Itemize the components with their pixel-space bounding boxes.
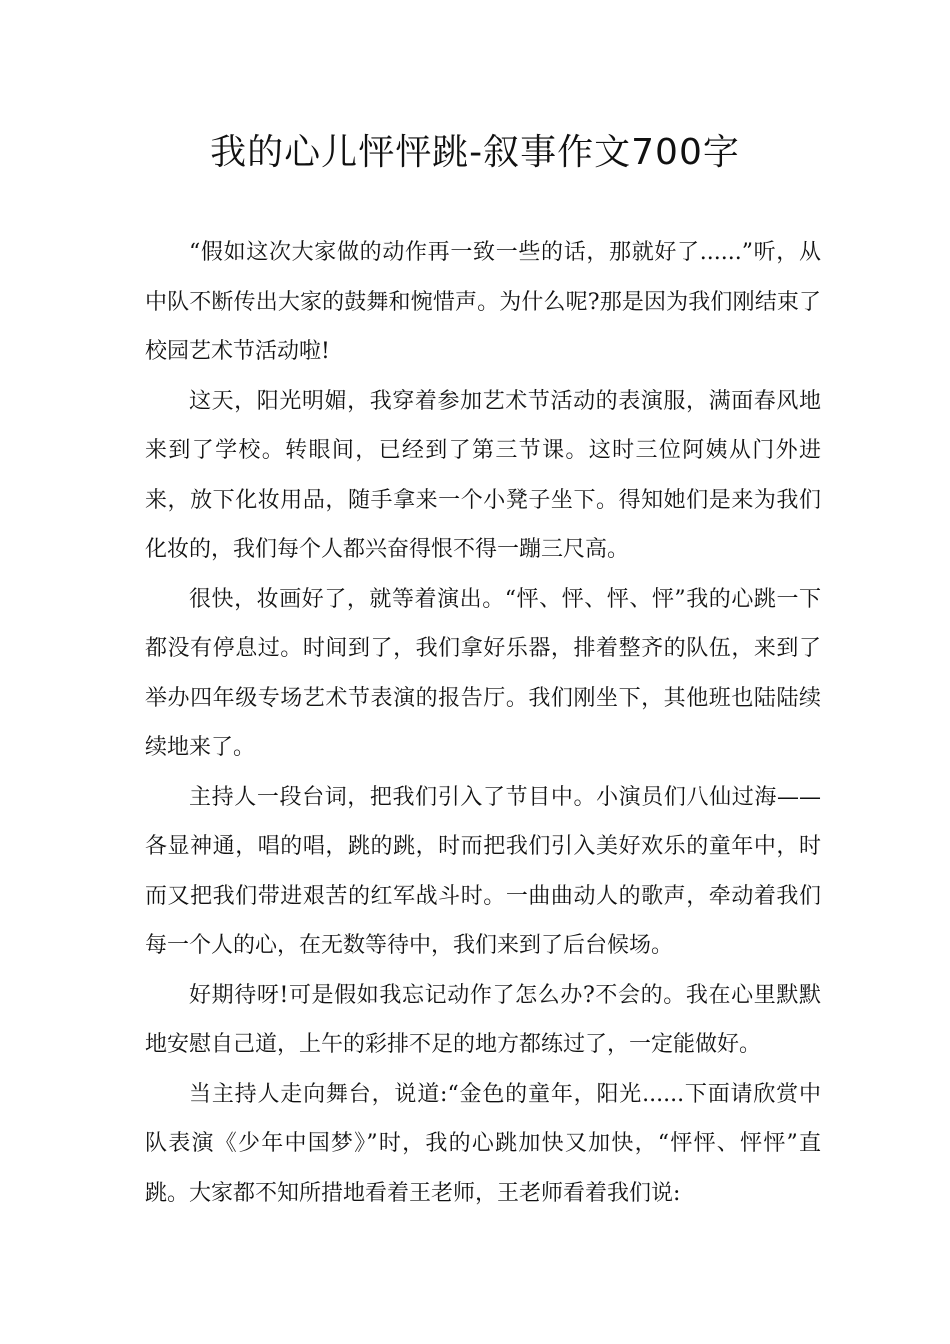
paragraph-4: 主持人一段台词，把我们引入了节目中。小演员们八仙过海——各显神通，唱的唱，跳的跳，时而把我们引入美好欢乐的童年中，时而又把我们带进艰苦的红军战斗时。一曲曲动人的歌声，牵动着我们每一个人的心，在无数等待中，我们来到了后台候场。: [145, 784, 821, 958]
paragraph-2: 这天，阳光明媚，我穿着参加艺术节活动的表演服，满面春风地来到了学校。转眼间，已经到了第三节课。这时三位阿姨从门外进来，放下化妆用品，随手拿来一个小凳子坐下。得知她们是来为我们化妆的，我们每个人都兴奋得恨不得一蹦三尺高。: [145, 388, 821, 562]
paragraph-3: 很快，妆画好了，就等着演出。“怦、怦、怦、怦”我的心跳一下都没有停息过。时间到了，我们拿好乐器，排着整齐的队伍，来到了举办四年级专场艺术节表演的报告厅。我们刚坐下，其他班也陆陆续续地来了。: [145, 586, 821, 760]
paragraph-5: 好期待呀!可是假如我忘记动作了怎么办?不会的。我在心里默默地安慰自己道，上午的彩排不足的地方都练过了，一定能做好。: [145, 982, 821, 1057]
paragraph-6: 当主持人走向舞台，说道:“金色的童年，阳光......下面请欣赏中队表演《少年中国梦》”时，我的心跳加快又加快，“怦怦、怦怦”直跳。大家都不知所措地看着王老师，王老师看着我们说:: [145, 1081, 821, 1206]
document-title: 我的心儿怦怦跳-叙事作文700字: [210, 132, 740, 173]
paragraph-1: “假如这次大家做的动作再一致一些的话，那就好了......”听，从中队不断传出大家的鼓舞和惋惜声。为什么呢?那是因为我们刚结束了校园艺术节活动啦!: [145, 240, 821, 364]
document-body: [145, 228, 821, 1218]
